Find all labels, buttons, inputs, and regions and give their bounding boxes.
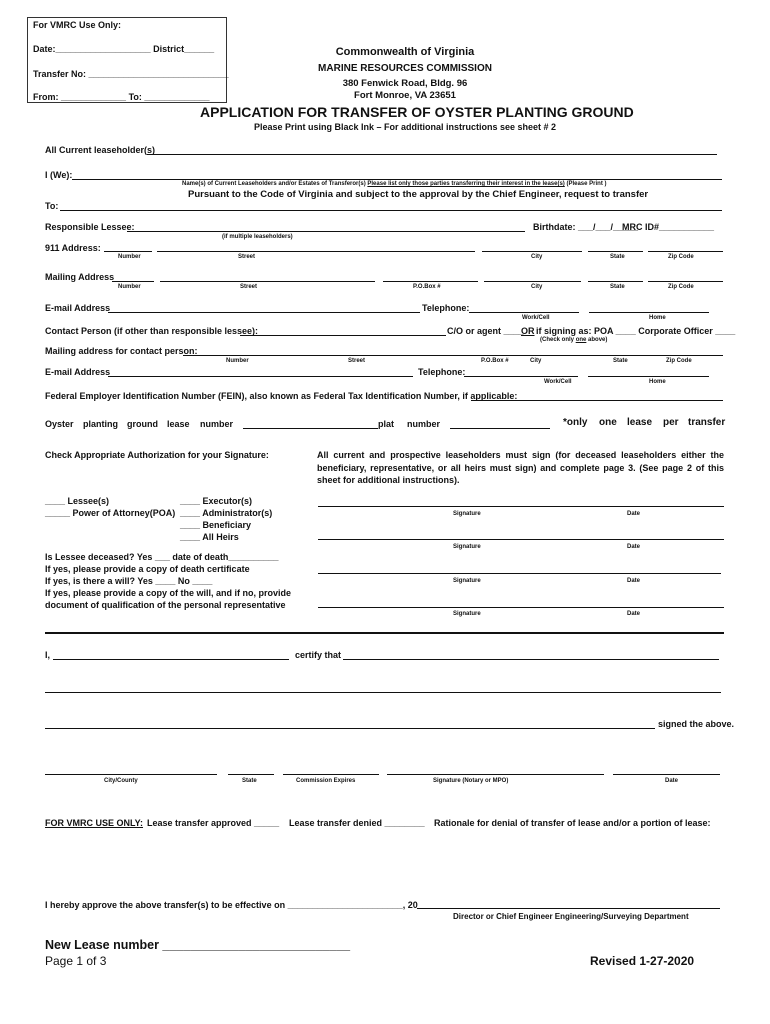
telephone-work-line[interactable] — [469, 312, 579, 313]
plat-number-label: number — [407, 419, 441, 429]
911-zip-caption: Zip Code — [668, 254, 694, 260]
911-address-label: 911 Address: — [45, 243, 101, 253]
mailing-zip-line[interactable] — [648, 281, 723, 282]
contact-home-caption: Home — [649, 379, 666, 385]
mailing-pobox-line[interactable] — [383, 281, 478, 282]
header-commonwealth: Commonwealth of Virginia — [335, 46, 475, 58]
revised-date: Revised 1-27-2020 — [590, 954, 695, 968]
contact-street-caption: Street — [348, 358, 366, 364]
header-commission: MARINE RESOURCES COMMISSION — [318, 63, 492, 74]
workcell-caption: Work/Cell — [522, 315, 550, 321]
transfer-no-field[interactable]: Transfer No: ____________________________ — [33, 69, 229, 79]
approve-effective-field[interactable]: I hereby approve the above transfer(s) to be effective on _______________________, 20___ — [45, 900, 433, 910]
page-title: APPLICATION FOR TRANSFER OF OYSTER PLANTING GROUND — [200, 104, 634, 120]
mailing-city-caption: City — [531, 284, 543, 290]
911-street-line[interactable] — [157, 251, 475, 252]
oyster-w2: planting — [83, 419, 118, 429]
fein-label: Federal Employer Identification Number (FEIN), also known as Federal Tax Identification Number, if applicable: — [45, 391, 518, 401]
vmrc-use-only-label: FOR VMRC USE ONLY: — [45, 818, 144, 828]
911-city-caption: City — [531, 254, 543, 260]
lease-denied-field[interactable]: Lease transfer denied ________ — [289, 818, 425, 828]
contact-person-label: Contact Person (if other than responsible lessee): — [45, 326, 259, 336]
contact-state-caption: State — [613, 358, 628, 364]
beneficiary-checkbox[interactable]: ____ Beneficiary — [180, 520, 252, 530]
signing-instructions: All current and prospective leaseholders must sign (for deceased leaseholders either the beneficiary, representative, or all heirs must sign) and complete page 3. (See page 2 of this sheet for additional instructions). — [317, 450, 724, 485]
city-county-caption: City/County — [104, 778, 138, 784]
mailing-pobox-caption: P.O.Box # — [413, 284, 441, 290]
birthdate-field[interactable]: Birthdate: ___/___/_____ — [533, 222, 639, 232]
commission-expires-line[interactable] — [283, 774, 379, 775]
mailing-state-caption: State — [610, 284, 625, 290]
current-leaseholders-label: All Current leaseholder(s) — [45, 145, 156, 155]
contact-mailing-line[interactable] — [183, 355, 723, 356]
signature-caption-3: Signature — [453, 578, 481, 584]
pursuant-text: Pursuant to the Code of Virginia and subject to the approval by the Chief Engineer, request to transfer — [188, 189, 649, 200]
names-note-a: Name(s) of Current Leaseholders and/or Estates of Transferor(s) — [182, 181, 366, 187]
current-leaseholders-line[interactable] — [147, 154, 717, 155]
certify-line-2[interactable] — [45, 692, 721, 693]
date-caption-3: Date — [627, 578, 641, 584]
contact-email-label: E-mail Address — [45, 367, 111, 377]
contact-mailing-label: Mailing address for contact person: — [45, 346, 198, 356]
will-note-1: If yes, please provide a copy of the will, and if no, provide — [45, 588, 292, 598]
iwe-line[interactable] — [72, 179, 722, 180]
city-county-line[interactable] — [45, 774, 217, 775]
telephone-home-line[interactable] — [589, 312, 709, 313]
911-number-line[interactable] — [104, 251, 152, 252]
only-one-note-w1: *only — [563, 417, 588, 428]
signature-line-2[interactable] — [318, 539, 724, 540]
multiple-note: (if multiple leaseholders) — [222, 234, 293, 240]
fein-line[interactable] — [471, 400, 723, 401]
check-only-b: above) — [588, 337, 608, 343]
names-note-b: Please list only those parties transferring their interest in the lease(s) — [367, 181, 565, 187]
contact-zip-caption: Zip Code — [666, 358, 692, 364]
911-zip-line[interactable] — [648, 251, 723, 252]
contact-email-line[interactable] — [108, 376, 413, 377]
co-agent-field[interactable]: C/O or agent ____ — [447, 326, 524, 336]
mailing-street-line[interactable] — [160, 281, 375, 282]
signature-caption-1: Signature — [453, 511, 481, 517]
office-use-title: For VMRC Use Only: — [33, 20, 122, 30]
notary-date-line[interactable] — [613, 774, 720, 775]
home-caption: Home — [649, 315, 666, 321]
email-line[interactable] — [108, 312, 420, 313]
notary-state-caption: State — [242, 778, 257, 784]
executor-checkbox[interactable]: ____ Executor(s) — [180, 496, 253, 506]
911-city-line[interactable] — [482, 251, 582, 252]
administrator-checkbox[interactable]: ____ Administrator(s) — [180, 508, 273, 518]
commission-expires-caption: Commission Expires — [296, 778, 356, 784]
signature-caption-2: Signature — [453, 544, 481, 550]
notary-state-line[interactable] — [228, 774, 274, 775]
911-state-line[interactable] — [588, 251, 643, 252]
director-caption: Director or Chief Engineer Engineering/Surveying Department — [453, 912, 689, 921]
certify-line-1[interactable] — [343, 659, 719, 660]
mailing-street-caption: Street — [240, 284, 258, 290]
only-one-note-w4: per — [663, 417, 679, 428]
only-one-note-w3: lease — [627, 417, 653, 428]
signature-line-1[interactable] — [318, 506, 724, 507]
signature-line-3[interactable] — [318, 573, 721, 574]
page-subtitle: Please Print using Black Ink – For additional instructions see sheet # 2 — [253, 122, 557, 132]
oyster-w4: lease — [167, 419, 190, 429]
section-divider — [45, 632, 724, 634]
mailing-number-caption: Number — [118, 284, 141, 290]
notary-signature-caption: Signature (Notary or MPO) — [433, 778, 509, 784]
names-note — [182, 181, 606, 187]
contact-telephone-work-line[interactable] — [464, 376, 578, 377]
911-state-caption: State — [610, 254, 625, 260]
office-date-field[interactable]: Date:___________________ District______ — [33, 44, 215, 54]
signature-caption-4: Signature — [453, 611, 481, 617]
check-only-one: one — [575, 337, 587, 343]
date-caption-4: Date — [627, 611, 641, 617]
signature-line-4[interactable] — [318, 607, 724, 608]
names-note-c: (Please Print ) — [566, 181, 607, 187]
will-question[interactable]: If yes, is there a will? Yes ____ No ____ — [45, 576, 213, 586]
certify-that-label: certify that — [295, 650, 342, 660]
contact-telephone-label: Telephone: — [418, 367, 466, 377]
mailing-zip-caption: Zip Code — [668, 284, 694, 290]
from-to-field[interactable]: From: _____________ To: _____________ — [33, 92, 210, 102]
telephone-label: Telephone: — [422, 303, 470, 313]
911-street-caption: Street — [238, 254, 256, 260]
oyster-w5: number — [200, 419, 234, 429]
911-number-caption: Number — [118, 254, 141, 260]
signed-above-label: signed the above. — [658, 719, 735, 729]
date-caption-1: Date — [627, 511, 641, 517]
lease-approved-field[interactable]: Lease transfer approved _____ — [147, 818, 280, 828]
notary-signature-line[interactable] — [387, 774, 604, 775]
authorization-label: Check Appropriate Authorization for your Signature: — [45, 450, 269, 460]
header-address: 380 Fenwick Road, Bldg. 96 — [342, 78, 468, 89]
deceased-note: If yes, please provide a copy of death certificate — [45, 564, 250, 574]
check-only-a: (Check only — [540, 337, 575, 343]
check-only-note — [540, 337, 607, 343]
lessee-checkbox[interactable]: ____ Lessee(s) — [45, 496, 110, 506]
mailing-address-label: Mailing Address — [45, 272, 115, 282]
only-one-note-w5: transfer — [688, 417, 726, 428]
certify-line-3[interactable] — [45, 728, 655, 729]
director-signature-line[interactable] — [417, 908, 720, 909]
will-note-2: document of qualification of the personal representative — [45, 600, 286, 610]
contact-city-caption: City — [530, 358, 542, 364]
plat-number-line[interactable] — [450, 428, 550, 429]
oyster-w3: ground — [127, 419, 158, 429]
poa-checkbox[interactable]: _____ Power of Attorney(POA) — [45, 508, 176, 518]
mailing-state-line[interactable] — [588, 281, 643, 282]
iwe-label: I (We): — [45, 170, 73, 180]
contact-person-line[interactable] — [240, 335, 446, 336]
responsible-lessee-line[interactable] — [127, 231, 525, 232]
lease-number-line[interactable] — [243, 428, 378, 429]
plat-label: plat — [378, 419, 395, 429]
responsible-lessee-label: Responsible Lessee: — [45, 222, 135, 232]
contact-number-caption: Number — [226, 358, 249, 364]
to-label: To: — [45, 201, 59, 211]
rationale-label: Rationale for denial of transfer of lease and/or a portion of lease: — [434, 818, 711, 828]
certify-i-label: I, — [45, 650, 51, 660]
new-lease-number-field[interactable]: New Lease number ___________________________ — [45, 938, 351, 952]
contact-telephone-home-line[interactable] — [588, 376, 709, 377]
allheirs-checkbox[interactable]: ____ All Heirs — [180, 532, 239, 542]
contact-pobox-caption: P.O.Box # — [481, 358, 509, 364]
page-number: Page 1 of 3 — [45, 954, 107, 968]
to-line[interactable] — [60, 210, 722, 211]
oyster-w1: Oyster — [45, 419, 74, 429]
header-city: Fort Monroe, VA 23651 — [354, 90, 456, 101]
deceased-question[interactable]: Is Lessee deceased? Yes ___ date of death__________ — [45, 552, 279, 562]
certify-name-line[interactable] — [53, 659, 289, 660]
mrc-id-field[interactable]: MRC ID#___________ — [622, 222, 715, 232]
email-label: E-mail Address — [45, 303, 111, 313]
or-text: OR — [521, 326, 535, 336]
mailing-number-line[interactable] — [112, 281, 154, 282]
mailing-city-line[interactable] — [484, 281, 581, 282]
date-caption-2: Date — [627, 544, 641, 550]
notary-date-caption: Date — [665, 778, 679, 784]
contact-workcell-caption: Work/Cell — [544, 379, 572, 385]
only-one-note-w2: one — [599, 417, 617, 428]
signing-as-field[interactable]: if signing as: POA ____ Corporate Officer ____ — [536, 326, 736, 336]
